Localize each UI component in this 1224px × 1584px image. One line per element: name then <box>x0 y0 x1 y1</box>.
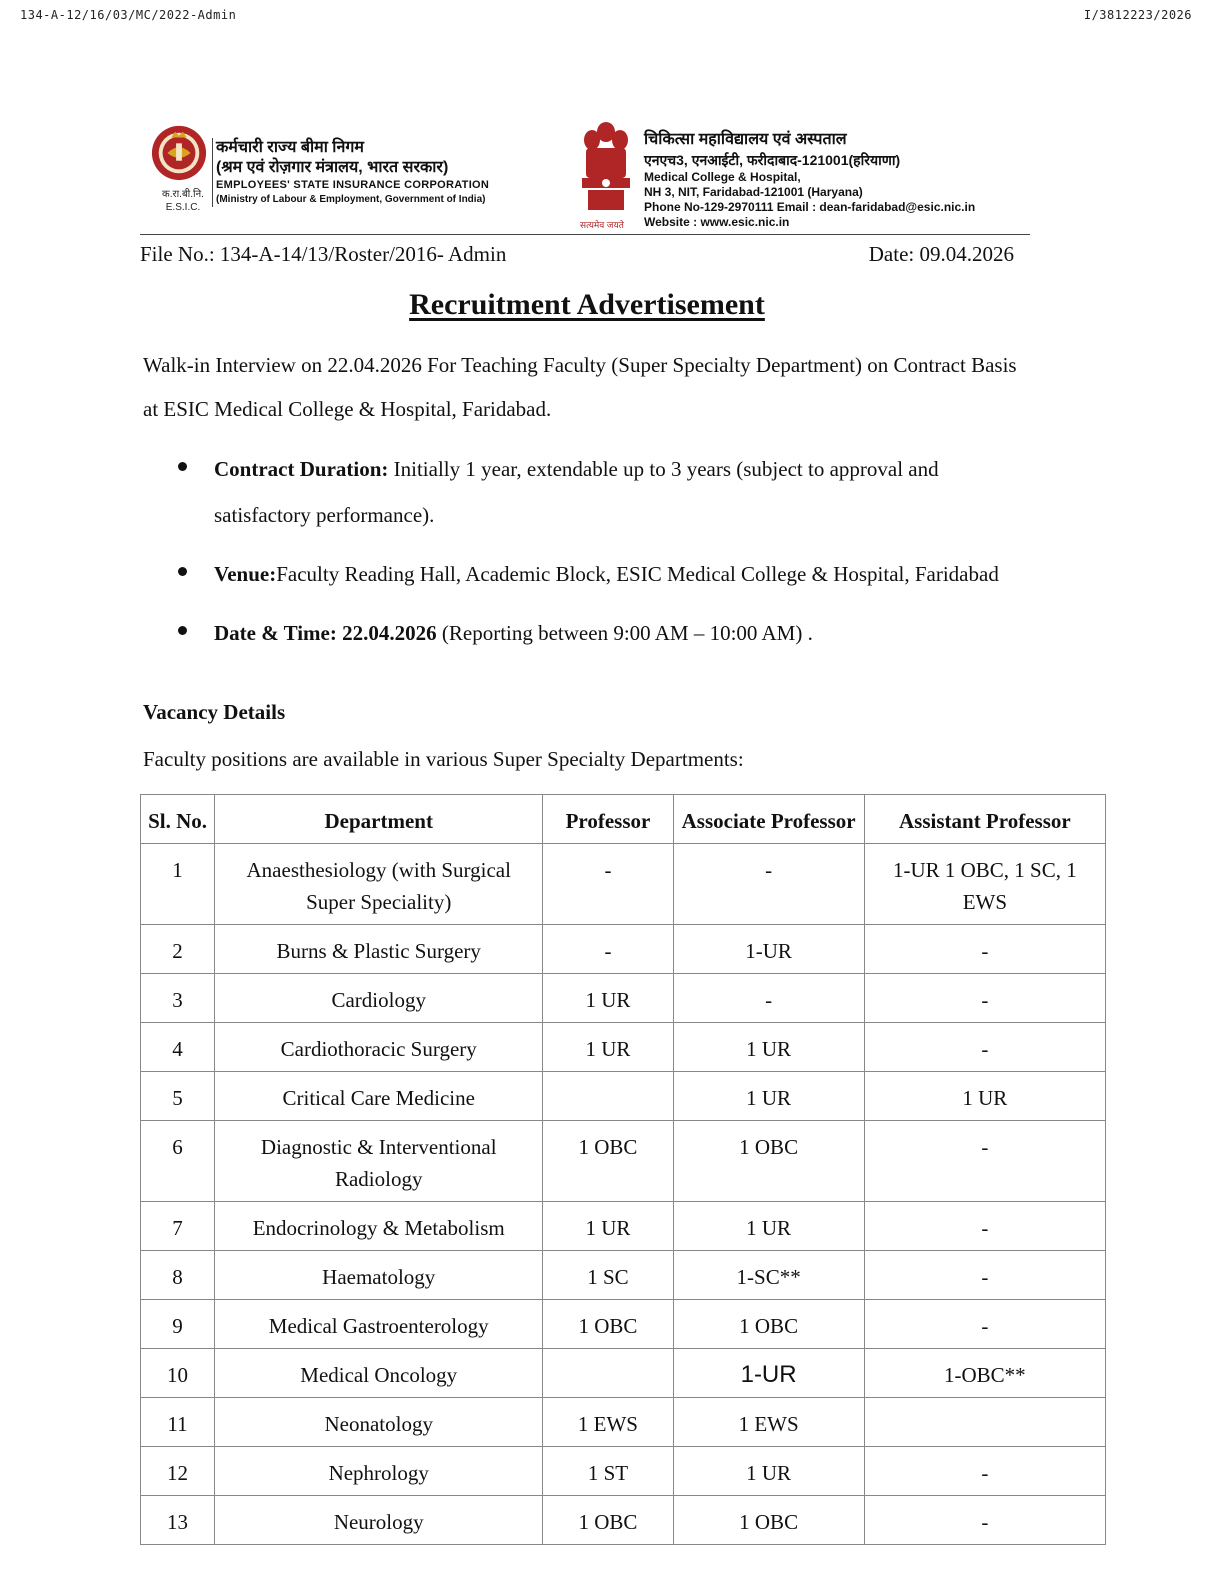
table-row <box>141 1349 1106 1398</box>
cell-department: Nephrology <box>215 1447 543 1496</box>
cell-assistant-professor: 1 UR <box>864 1072 1105 1121</box>
cell-associate-professor: 1 UR <box>673 1023 864 1072</box>
cell-professor: 1 SC <box>543 1251 673 1300</box>
cell-assistant-professor: - <box>864 974 1105 1023</box>
cell-sl-no: 2 <box>141 925 215 974</box>
table-row <box>141 1496 1106 1545</box>
cell-department: Burns & Plastic Surgery <box>215 925 543 974</box>
vacancy-intro: Faculty positions are available in various Super Specialty Departments: <box>143 747 744 771</box>
cell-professor <box>543 1072 673 1121</box>
cell-professor: - <box>543 925 673 974</box>
bullet-date-time <box>178 610 1038 656</box>
cell-associate-professor: 1 OBC <box>673 1121 864 1202</box>
cell-assistant-professor: - <box>864 925 1105 974</box>
page-title: Recruitment Advertisement <box>409 288 765 321</box>
details-list <box>178 446 1038 669</box>
cell-department: Neonatology <box>215 1398 543 1447</box>
cell-assistant-professor: 1-OBC** <box>864 1349 1105 1398</box>
cell-professor: 1 OBC <box>543 1300 673 1349</box>
cell-department: Diagnostic & Interventional Radiology <box>215 1121 543 1202</box>
header-sl-no: Sl. No. <box>141 795 215 844</box>
document-date: Date: 09.04.2026 <box>868 242 1014 266</box>
cell-sl-no: 3 <box>141 974 215 1023</box>
cell-department: Medical Gastroenterology <box>215 1300 543 1349</box>
cell-associate-professor: 1 UR <box>673 1072 864 1121</box>
cell-assistant-professor <box>864 1398 1105 1447</box>
bullet-contract-duration <box>178 446 1038 538</box>
table-row <box>141 1023 1106 1072</box>
table-row <box>141 1447 1106 1496</box>
cell-associate-professor: 1 OBC <box>673 1300 864 1349</box>
cell-assistant-professor: - <box>864 1023 1105 1072</box>
college-website-link[interactable]: Website : www.esic.nic.in <box>644 215 790 229</box>
cell-sl-no: 13 <box>141 1496 215 1545</box>
intro-paragraph: Walk-in Interview on 22.04.2026 For Teaching Faculty (Super Specialty Department) on Contract Basis at ESIC Medical College & Hospital, Faridabad. <box>143 353 1017 421</box>
cell-assistant-professor: - <box>864 1447 1105 1496</box>
table-row <box>141 974 1106 1023</box>
cell-assistant-professor: 1-UR 1 OBC, 1 SC, 1 EWS <box>864 844 1105 925</box>
cell-professor: 1 EWS <box>543 1398 673 1447</box>
bullet-text: (Reporting between 9:00 AM – 10:00 AM) . <box>436 621 813 645</box>
document-code-right: I/3812223/2026 <box>1083 8 1192 22</box>
cell-department: Endocrinology & Metabolism <box>215 1202 543 1251</box>
table-row <box>141 844 1106 925</box>
cell-associate-professor: - <box>673 974 864 1023</box>
table-body <box>141 844 1106 1545</box>
cell-associate-professor: 1 OBC <box>673 1496 864 1545</box>
cell-sl-no: 6 <box>141 1121 215 1202</box>
cell-associate-professor: - <box>673 844 864 925</box>
cell-assistant-professor: - <box>864 1202 1105 1251</box>
emblem-caption: सत्यमेव जयते <box>580 220 624 230</box>
college-block <box>574 118 1034 234</box>
cell-sl-no: 7 <box>141 1202 215 1251</box>
national-emblem-icon <box>574 118 638 218</box>
table-header-row <box>141 795 1106 844</box>
esic-text <box>212 138 489 207</box>
esic-english-ministry: (Ministry of Labour & Employment, Government of India) <box>216 194 486 205</box>
cell-assistant-professor: - <box>864 1300 1105 1349</box>
esic-block <box>150 124 570 224</box>
esic-hindi-ministry: (श्रम एवं रोज़गार मंत्रालय, भारत सरकार) <box>216 159 449 176</box>
document-code-left: 134-A-12/16/03/MC/2022-Admin <box>20 8 237 22</box>
bullet-dot-icon <box>178 567 187 576</box>
cell-professor: 1 UR <box>543 974 673 1023</box>
bullet-text: Initially 1 year, extendable up to 3 years (subject to approval and satisfactory performance). <box>214 457 939 527</box>
header-professor: Professor <box>543 795 673 844</box>
table-row <box>141 1251 1106 1300</box>
header-department: Department <box>215 795 543 844</box>
cell-department: Anaesthesiology (with Surgical Super Speciality) <box>215 844 543 925</box>
cell-sl-no: 4 <box>141 1023 215 1072</box>
bullet-label: Venue: <box>214 562 277 586</box>
college-text <box>644 130 975 230</box>
college-address: NH 3, NIT, Faridabad-121001 (Haryana) <box>644 185 863 199</box>
esic-english-name: EMPLOYEES' STATE INSURANCE CORPORATION <box>216 179 490 191</box>
vacancy-table <box>140 794 1106 1545</box>
table-row <box>141 1398 1106 1447</box>
cell-professor: 1 UR <box>543 1023 673 1072</box>
table-row <box>141 1202 1106 1251</box>
cell-associate-professor: 1-UR <box>673 1349 864 1398</box>
cell-sl-no: 5 <box>141 1072 215 1121</box>
college-hindi-name: चिकित्सा महाविद्यालय एवं अस्पताल <box>644 131 847 148</box>
header-associate-professor: Associate Professor <box>673 795 864 844</box>
vacancy-title: Vacancy Details <box>143 700 286 724</box>
table-row <box>141 1121 1106 1202</box>
cell-assistant-professor: - <box>864 1496 1105 1545</box>
cell-professor: - <box>543 844 673 925</box>
bullet-dot-icon <box>178 626 187 635</box>
bullet-venue <box>178 551 1038 597</box>
cell-associate-professor: 1 EWS <box>673 1398 864 1447</box>
cell-professor: 1 UR <box>543 1202 673 1251</box>
esic-abbreviation <box>154 188 212 214</box>
esic-abbr-hindi: क.रा.बी.नि. <box>162 189 204 200</box>
cell-department: Haematology <box>215 1251 543 1300</box>
cell-assistant-professor: - <box>864 1121 1105 1202</box>
file-number: File No.: 134-A-14/13/Roster/2016- Admin <box>140 242 507 266</box>
file-line <box>140 242 1014 267</box>
bullet-dot-icon <box>178 462 187 471</box>
cell-professor: 1 OBC <box>543 1496 673 1545</box>
cell-department: Medical Oncology <box>215 1349 543 1398</box>
table-row <box>141 1072 1106 1121</box>
college-contact[interactable]: Phone No-129-2970111 Email : dean-faridabad@esic.nic.in <box>644 200 976 214</box>
cell-professor <box>543 1349 673 1398</box>
cell-sl-no: 12 <box>141 1447 215 1496</box>
cell-associate-professor: 1-UR <box>673 925 864 974</box>
cell-associate-professor: 1 UR <box>673 1202 864 1251</box>
bullet-label: Date & Time: 22.04.2026 <box>214 621 437 645</box>
cell-sl-no: 8 <box>141 1251 215 1300</box>
table-row <box>141 925 1106 974</box>
cell-sl-no: 9 <box>141 1300 215 1349</box>
esic-abbr-english: E.S.I.C. <box>165 202 201 213</box>
cell-department: Critical Care Medicine <box>215 1072 543 1121</box>
college-name: Medical College & Hospital, <box>644 170 801 184</box>
bullet-label: Contract Duration: <box>214 457 389 481</box>
letterhead <box>140 118 1030 235</box>
cell-professor: 1 ST <box>543 1447 673 1496</box>
cell-sl-no: 1 <box>141 844 215 925</box>
cell-department: Cardiothoracic Surgery <box>215 1023 543 1072</box>
cell-assistant-professor: - <box>864 1251 1105 1300</box>
table-row <box>141 1300 1106 1349</box>
esic-hindi-name: कर्मचारी राज्य बीमा निगम <box>216 139 364 156</box>
cell-associate-professor: 1-SC** <box>673 1251 864 1300</box>
cell-associate-professor: 1 UR <box>673 1447 864 1496</box>
college-hindi-address: एनएच3, एनआईटी, फरीदाबाद-121001(हरियाणा) <box>644 152 901 168</box>
cell-department: Neurology <box>215 1496 543 1545</box>
bullet-text: Faculty Reading Hall, Academic Block, ESIC Medical College & Hospital, Faridabad <box>276 562 999 586</box>
cell-sl-no: 11 <box>141 1398 215 1447</box>
cell-department: Cardiology <box>215 974 543 1023</box>
cell-professor: 1 OBC <box>543 1121 673 1202</box>
header-assistant-professor: Assistant Professor <box>864 795 1105 844</box>
esic-logo-icon <box>150 124 208 182</box>
cell-sl-no: 10 <box>141 1349 215 1398</box>
